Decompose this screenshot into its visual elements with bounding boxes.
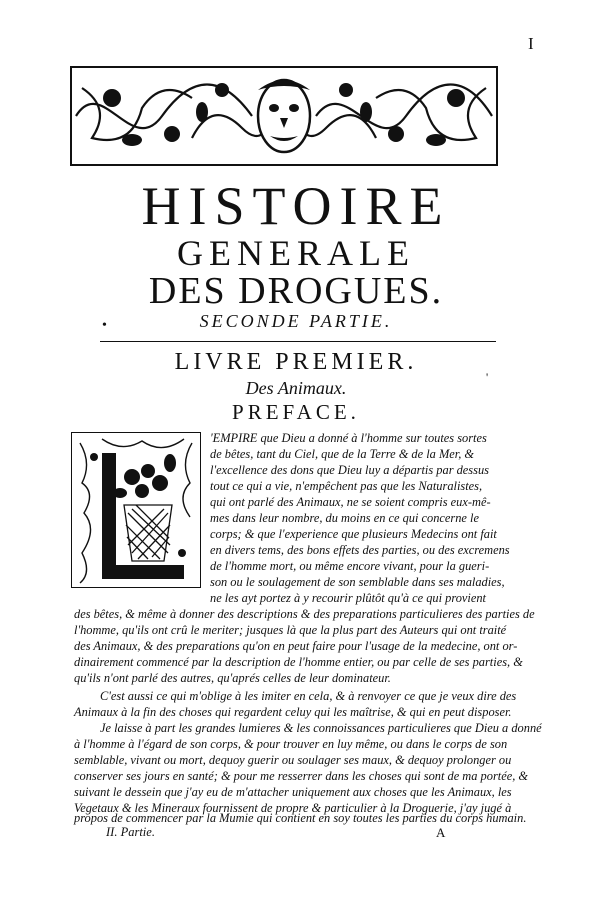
body-line: l'homme, qu'ils ont crû le meriter; jusques là que la plus part des Auteurs qui ont traité xyxy=(74,623,507,637)
heading-rule xyxy=(100,341,496,342)
book-heading: LIVRE PREMIER. xyxy=(174,349,418,375)
body-line: qui ont parlé des Animaux, ne se soient compris eux-mê- xyxy=(210,495,491,509)
title-line-1: HISTOIRE xyxy=(141,176,451,236)
body-line: Je laisse à part les grandes lumieres & les connoissances particulieres que Dieu a donné xyxy=(100,721,542,735)
part-heading: SECONDE PARTIE. xyxy=(199,311,393,331)
body-line: des Animaux, & des preparations qu'on en peut faire pour l'usage de la medecine, ont or- xyxy=(74,639,518,653)
body-line: corps; & que l'experience que plusieurs Medecins ont fait xyxy=(210,527,497,541)
part-bullet: • xyxy=(102,318,107,333)
body-line: 'EMPIRE que Dieu a donné à l'homme sur toutes sortes xyxy=(210,431,487,445)
part-label: II. Partie. xyxy=(106,825,155,839)
book-subtitle: Des Animaux. xyxy=(245,378,347,398)
body-line: de bêtes, tant du Ciel, que de la Terre & de la Mer, & xyxy=(210,447,475,461)
body-line: l'excellence des dons que Dieu luy a départis par dessus xyxy=(210,463,489,477)
body-line: des bêtes, & même à donner des descriptions & des preparations particulieres des parties de xyxy=(74,607,535,621)
body-line: dinairement commencé par la description de l'homme entier, ou par celle de ses parties, & xyxy=(74,655,523,669)
decorated-initial xyxy=(71,432,201,588)
section-heading: PREFACE. xyxy=(232,400,360,424)
body-line: conserver ses jours en santé; & pour me resserrer dans les choses qui sont de ma portée, & xyxy=(74,769,529,783)
body-line: qu'ils n'ont parlé des autres, qu'aprés celles de leur dominateur. xyxy=(74,671,391,685)
folio-number: I xyxy=(528,34,534,53)
body-line: ne les ayt portez à y recourir plûtôt qu'à ce qui provient xyxy=(210,591,486,605)
body-line: son ou le soulagement de son semblable dans ses maladies, xyxy=(210,575,505,589)
title-line-2: GENERALE xyxy=(177,233,415,273)
body-line-last: propos de commencer par la Mumie qui contient en soy toutes les parties du corps humain. xyxy=(74,811,527,825)
title-line-3: DES DROGUES. xyxy=(148,270,444,312)
signature-mark: A xyxy=(436,825,446,840)
body-line: de l'homme mort, ou même encore vivant, pour la gueri- xyxy=(210,559,490,573)
body-line: C'est aussi ce qui m'oblige à les imiter en cela, & à renvoyer ce que je veux dire des xyxy=(100,689,517,703)
body-line: mes dans leur nombre, du moins en ce qui concerne le xyxy=(210,511,479,525)
body-line: tout ce qui a vie, n'empêchent pas que les Naturalistes, xyxy=(210,479,483,493)
body-line: semblable, vivant ou mort, dequoy guerir ou soulager ses maux, & dequoy prolonger ou xyxy=(74,753,512,767)
body-line: à l'homme à l'égard de son corps, & pour trouver en luy même, ou dans le corps de son xyxy=(74,737,508,751)
body-line: en divers tems, des bons effets des parties, ou des excremens xyxy=(210,543,510,557)
body-line: Animaux à la fin des choses qui regardent celuy qui les maîtrise, & qui en peut disposer. xyxy=(74,705,512,719)
body-line: Vegetaux & les Mineraux fournissent de propre & particulier à la Droguerie, j'ay jugé à xyxy=(74,801,512,815)
ornamental-headpiece xyxy=(70,66,498,166)
body-line: suivant le dessein que j'ay eu de m'attacher uniquement aux choses que les Animaux, les xyxy=(74,785,512,799)
margin-mark: ' xyxy=(486,370,489,384)
